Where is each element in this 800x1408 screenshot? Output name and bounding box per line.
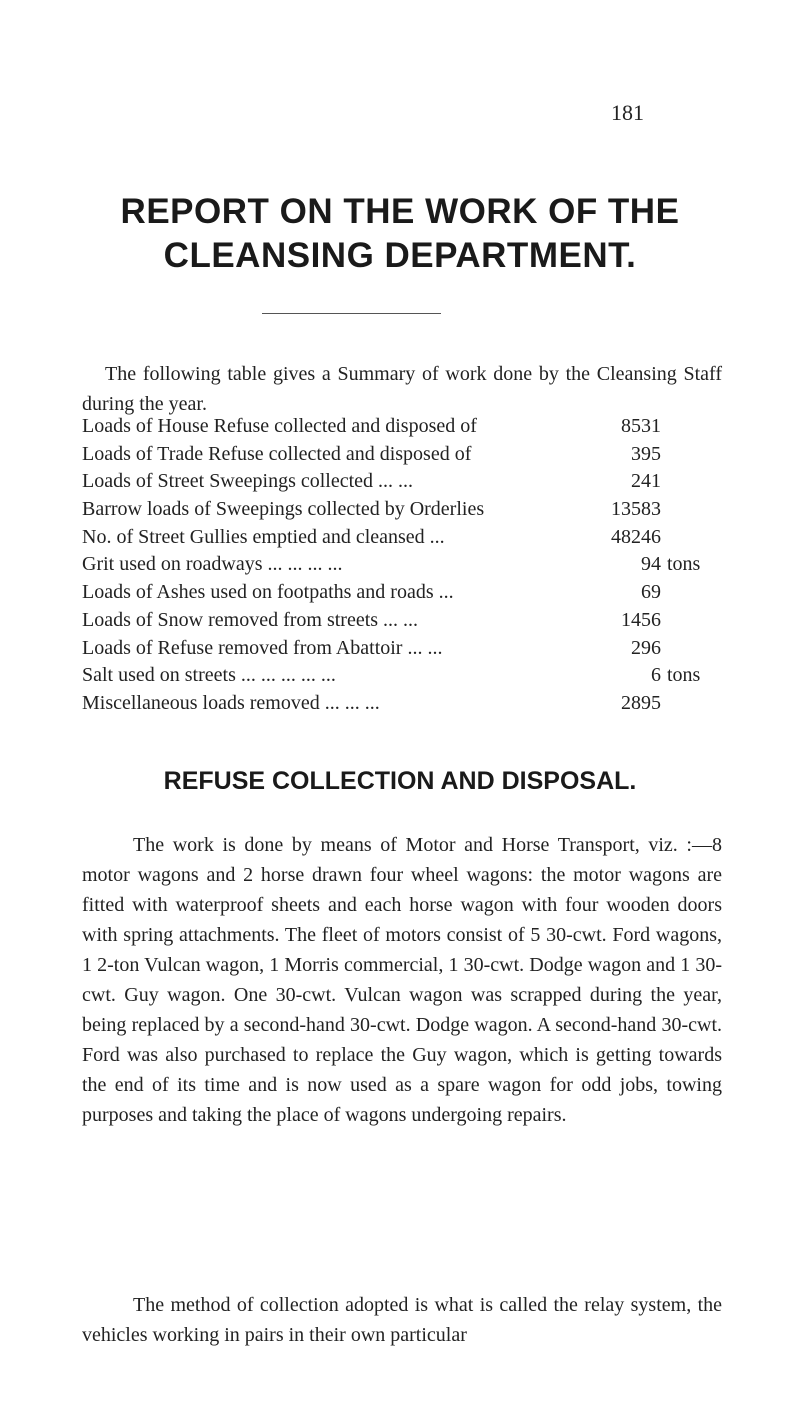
summary-value: 13583	[611, 498, 661, 521]
section-heading: REFUSE COLLECTION AND DISPOSAL.	[163, 767, 637, 795]
summary-label: Miscellaneous loads removed ... ... ...	[82, 691, 380, 714]
summary-label: Loads of Snow removed from streets ... ...	[82, 608, 419, 631]
summary-value: 69	[641, 581, 661, 604]
summary-row	[82, 468, 722, 496]
title-line-1: REPORT ON THE WORK OF THE	[120, 192, 680, 231]
summary-label: Loads of House Refuse collected and disposed of	[82, 415, 477, 437]
summary-label: Loads of Refuse removed from Abattoir ... ...	[82, 636, 443, 659]
summary-unit: tons	[667, 664, 701, 687]
summary-label: Loads of Street Sweepings collected ... ...	[82, 470, 414, 493]
summary-label: Barrow loads of Sweepings collected by Orderlies	[82, 498, 485, 521]
refuse-paragraph: The work is done by means of Motor and Horse Transport, viz. :—8 motor wagons and 2 horse drawn four wheel wagons: the motor wagons are fitted with waterproof sheets and each horse wagon with four wooden doors with spring attachments. The fleet of motors consist of 5 30-cwt. Ford wagons, 1 2-ton Vulcan wagon, 1 Morris commercial, 1 30-cwt. Dodge wagon and 1 30-cwt. Guy wagon. One 30-cwt. Vulcan wagon was scrapped during the year, being replaced by a second-hand 30-cwt. Dodge wagon. A second-hand 30-cwt. Ford was also purchased to replace the Guy wagon, which is getting towards the end of its time and is now used as a spare wagon for odd jobs, towing purposes and taking the place of wagons undergoing repairs.	[82, 834, 722, 1126]
summary-row	[82, 551, 722, 579]
summary-row	[82, 524, 722, 552]
intro-paragraph: The following table gives a Summary of work done by the Cleansing Staff during the year.	[82, 363, 722, 415]
summary-unit: tons	[667, 553, 701, 576]
summary-row	[82, 496, 722, 524]
summary-row	[82, 579, 722, 607]
summary-label: Loads of Ashes used on footpaths and roads ...	[82, 581, 454, 604]
summary-label: Salt used on streets ... ... ... ... ...	[82, 664, 336, 687]
summary-row	[82, 635, 722, 663]
summary-label: Grit used on roadways ... ... ... ...	[82, 553, 343, 576]
page-title	[0, 190, 800, 278]
summary-row	[82, 607, 722, 635]
summary-label: Loads of Trade Refuse collected and disposed of	[82, 442, 472, 465]
summary-value: 2895	[621, 691, 661, 714]
summary-row	[82, 413, 722, 441]
summary-value: 1456	[621, 608, 661, 631]
title-divider	[262, 313, 441, 314]
summary-value: 6	[651, 664, 661, 687]
summary-value: 241	[631, 470, 661, 493]
refuse-paragraph: The method of collection adopted is what is called the relay system, the vehicles working in pairs in their own particular	[82, 1294, 722, 1346]
summary-row	[82, 441, 722, 469]
summary-row	[82, 690, 722, 718]
summary-label: No. of Street Gullies emptied and cleansed ...	[82, 525, 445, 548]
summary-value: 296	[631, 636, 661, 659]
summary-row	[82, 662, 722, 690]
summary-value: 94	[641, 553, 661, 576]
summary-value: 48246	[611, 525, 661, 548]
title-line-2: CLEANSING DEPARTMENT.	[163, 236, 637, 275]
summary-value: 395	[631, 442, 661, 465]
summary-value: 8531	[621, 415, 661, 437]
summary-table	[82, 413, 722, 718]
page-number: 181	[611, 100, 644, 125]
